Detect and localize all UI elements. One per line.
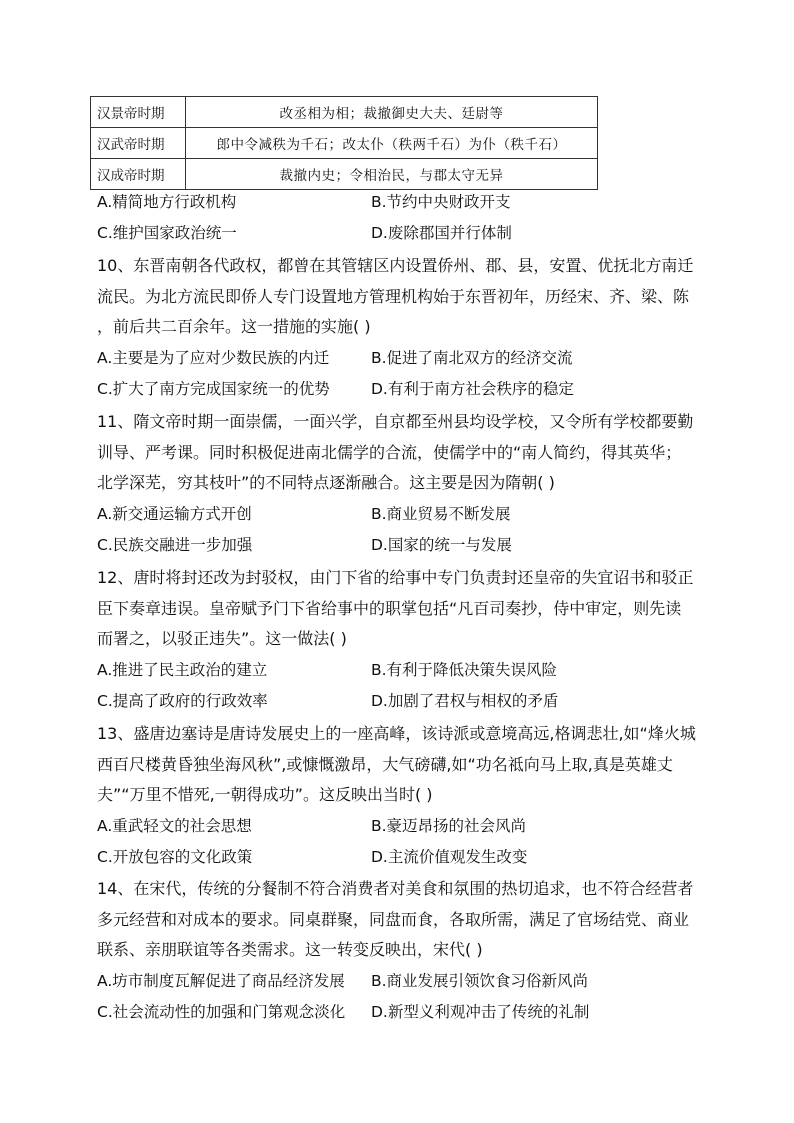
question-line: 多元经营和对成本的要求。同桌群聚，同盘而食，各取所需，满足了官场结党、商业: [97, 909, 690, 929]
option-d[interactable]: D.废除郡国并行体制: [371, 224, 512, 242]
question-line: ，前后共二百余年。这一措施的实施( ): [97, 317, 371, 336]
option-row: [97, 530, 709, 561]
table-row: [91, 128, 598, 159]
question-line: 而署之，以驳正违失”。这一做法( ): [97, 629, 347, 648]
option-row: [97, 218, 709, 249]
option-d[interactable]: D.有利于南方社会秩序的稳定: [371, 379, 574, 398]
option-d[interactable]: D.主流价值观发生改变: [371, 847, 528, 866]
option-a[interactable]: A.重武轻文的社会思想: [97, 816, 252, 835]
table-cell-content: 郎中令减秩为千石；改太仆（秩两千石）为仆（秩千石）: [186, 128, 598, 159]
question-12: [97, 563, 709, 717]
option-a[interactable]: A.主要是为了应对少数民族的内迁: [97, 348, 330, 367]
option-a[interactable]: A.新交通运输方式开创: [97, 504, 252, 523]
option-b[interactable]: B.促进了南北双方的经济交流: [371, 348, 573, 367]
option-row: [97, 343, 709, 374]
option-c[interactable]: C.提高了政府的行政效率: [97, 691, 268, 710]
option-d[interactable]: D.国家的统一与发展: [371, 535, 512, 554]
table-cell-period: 汉武帝时期: [91, 128, 186, 159]
table-cell-period: 汉成帝时期: [91, 159, 186, 190]
table-row: [91, 97, 598, 128]
option-c[interactable]: C.开放包容的文化政策: [97, 847, 253, 866]
question-9-options: [97, 187, 709, 249]
question-line: 臣下奏章违误。皇帝赋予门下省给事中的职掌包括“凡百司奏抄，侍中审定，则先读: [97, 598, 682, 618]
question-line: 14、在宋代，传统的分餐制不符合消费者对美食和氛围的热切追求，也不符合经营者: [97, 879, 694, 898]
option-a[interactable]: A.推进了民主政治的建立: [97, 660, 268, 679]
table-row: [91, 159, 598, 190]
option-row: [97, 187, 709, 218]
option-row: [97, 811, 709, 842]
question-line: 西百尺楼黄昏独坐海风秋”,或慷慨激昂，大气磅礴,如“功名祗向马上取,真是英雄丈: [97, 754, 673, 774]
reform-table: [90, 96, 598, 190]
question-line: 联系、亲朋联谊等各类需求。这一转变反映出，宋代( ): [97, 940, 483, 959]
option-b[interactable]: B.商业贸易不断发展: [371, 504, 511, 523]
question-line: 北学深芜，穷其枝叶”的不同特点逐渐融合。这主要是因为隋朝( ): [97, 473, 555, 492]
option-c[interactable]: C.民族交融进一步加强: [97, 535, 253, 554]
option-row: [97, 499, 709, 530]
question-10: [97, 251, 709, 405]
option-c[interactable]: C.维护国家政治统一: [97, 224, 237, 242]
option-row: [97, 966, 709, 997]
question-line: 10、东晋南朝各代政权，都曾在其管辖区内设置侨州、郡、县，安置、优抚北方南迁: [97, 256, 694, 275]
question-13: [97, 719, 709, 873]
question-line: 13、盛唐边塞诗是唐诗发展史上的一座高峰，该诗派或意境高远,格调悲壮,如“烽火城: [97, 724, 696, 743]
option-c[interactable]: C.扩大了南方完成国家统一的优势: [97, 379, 330, 398]
option-a[interactable]: A.精简地方行政机构: [97, 193, 237, 211]
option-row: [97, 374, 709, 405]
option-a[interactable]: A.坊市制度瓦解促进了商品经济发展: [97, 971, 345, 990]
option-b[interactable]: B.商业发展引领饮食习俗新风尚: [371, 971, 589, 990]
question-line: 12、唐时将封还改为封驳权，由门下省的给事中专门负责封还皇帝的失宜诏书和驳正: [97, 568, 694, 587]
option-d[interactable]: D.加剧了君权与相权的矛盾: [371, 691, 559, 710]
option-row: [97, 655, 709, 686]
question-11: [97, 407, 709, 561]
option-row: [97, 997, 709, 1028]
question-line: 11、隋文帝时期一面崇儒，一面兴学，自京都至州县均设学校，又令所有学校都要勤: [97, 412, 694, 431]
option-row: [97, 686, 709, 717]
question-14: [97, 874, 709, 1028]
question-line: 流民。为北方流民即侨人专门设置地方管理机构始于东晋初年，历经宋、齐、梁、陈: [97, 286, 690, 306]
table-cell-content: 裁撤内史；令相治民，与郡太守无异: [186, 159, 598, 190]
table-cell-content: 改丞相为相；裁撤御史大夫、廷尉等: [186, 97, 598, 128]
question-line: 夫”“万里不惜死,一朝得成功”。这反映出当时( ): [97, 785, 433, 804]
question-line: 训导、严考课。同时积极促进南北儒学的合流，使儒学中的“南人简约，得其英华；: [97, 442, 682, 462]
option-c[interactable]: C.社会流动性的加强和门第观念淡化: [97, 1002, 346, 1021]
option-b[interactable]: B.豪迈昂扬的社会风尚: [371, 816, 527, 835]
option-b[interactable]: B.有利于降低决策失误风险: [371, 660, 558, 679]
table-cell-period: 汉景帝时期: [91, 97, 186, 128]
option-d[interactable]: D.新型义利观冲击了传统的礼制: [371, 1002, 590, 1021]
option-row: [97, 842, 709, 873]
option-b[interactable]: B.节约中央财政开支: [371, 193, 511, 211]
